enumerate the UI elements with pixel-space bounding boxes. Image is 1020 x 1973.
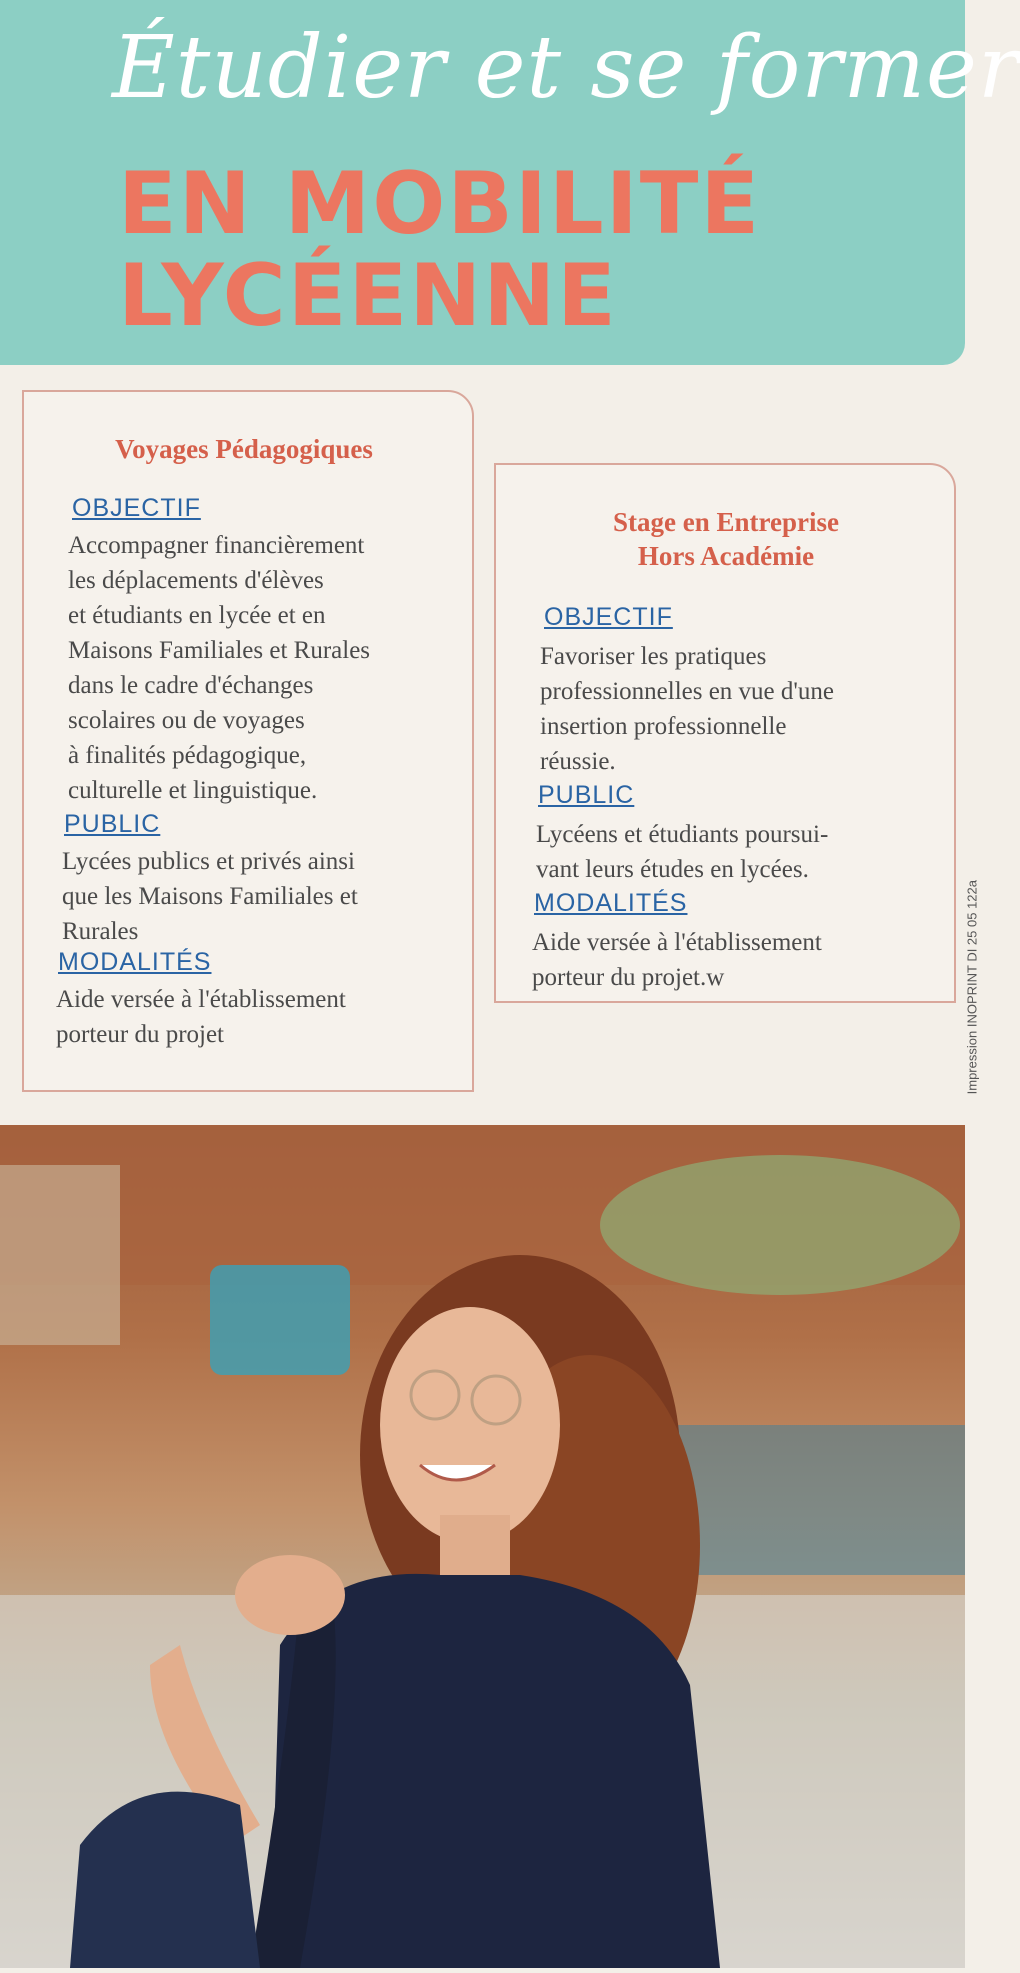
student-illustration [0,1125,965,1968]
modalites-label: MODALITÉS [58,948,212,976]
public-label: PUBLIC [538,781,635,809]
modalites-text: Aide versée à l'établissement porteur du projet.w [532,929,822,991]
modalites-text: Aide versée à l'établissement porteur du projet [56,986,346,1048]
public-text: Lycéens et étudiants poursui- vant leurs études en lycées. [536,821,829,883]
student-photo [0,1125,965,1968]
header-banner [0,0,1020,365]
objectif-label: OBJECTIF [72,494,201,522]
card-title: Stage en Entreprise Hors Académie [613,507,839,571]
objectif-text: Favoriser les pratiques professionnelles en vue d'une insertion professionnelle réussie. [540,643,835,775]
modalites-label: MODALITÉS [534,889,688,917]
card-voyages-pedagogiques [22,390,474,1092]
header-headline-line1: EN MOBILITÉ [118,154,762,254]
side-credit: Impression INOPRINT DI 25 05 122a [964,880,979,1095]
header-headline-line2: LYCÉENNE [118,246,618,346]
card-stage-entreprise [494,463,956,1003]
objectif-label: OBJECTIF [544,603,673,631]
objectif-text: Accompagner financièrement les déplacements d'élèves et étudiants en lycée et en Maisons Familiales et Rurales dans le cadre d'échanges scolaires ou de voyages à finalités pédagogique, culturelle et linguistique. [68,532,371,804]
header-script-title: Étudier et se former [112,18,1020,118]
public-text: Lycées publics et privés ainsi que les Maisons Familiales et Rurales [62,848,358,945]
public-label: PUBLIC [64,810,161,838]
card-title: Voyages Pédagogiques [115,434,373,464]
